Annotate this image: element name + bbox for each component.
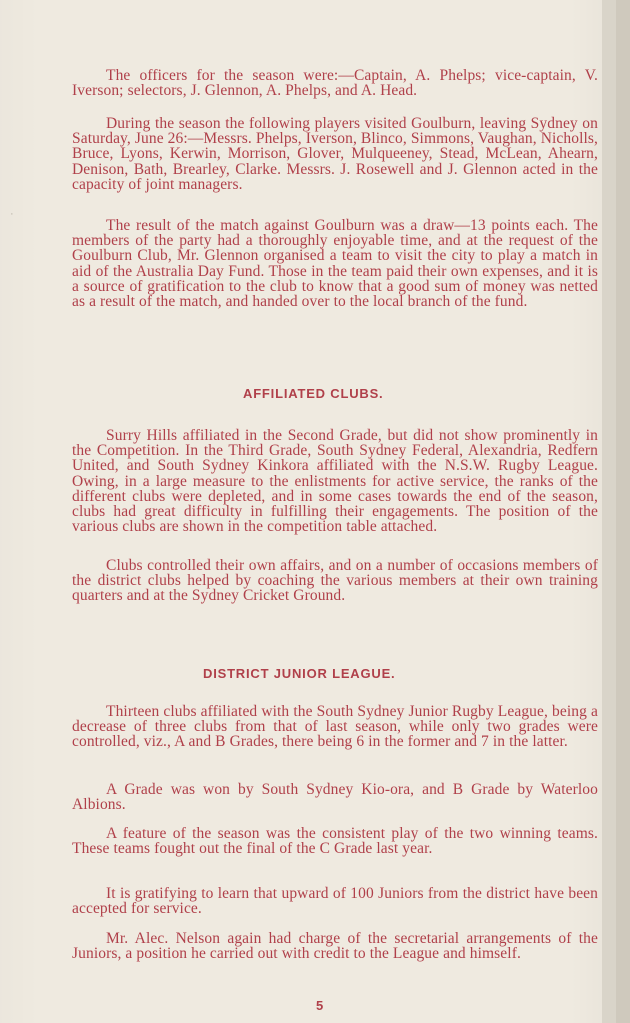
heading-district-junior-league: DISTRICT JUNIOR LEAGUE. bbox=[203, 666, 396, 681]
junior-league-feature bbox=[72, 826, 598, 856]
paragraph: The officers for the season were:—Captain, A. Phelps; vice-captain, V. Iverson; selectors, J. Glennon, A. Phelps, and A. Head. bbox=[72, 67, 598, 100]
junior-league-winners bbox=[72, 782, 598, 812]
page-number: 5 bbox=[316, 998, 324, 1013]
margin-mark: · bbox=[10, 208, 14, 220]
paragraph: A feature of the season was the consistent play of the two winning teams. These teams fought out the final of the C Grade last year. bbox=[72, 825, 598, 858]
affiliated-clubs-text bbox=[72, 428, 598, 534]
paragraph: Thirteen clubs affiliated with the South Sydney Junior Rugby League, being a decrease of three clubs from that of last season, while only two grades were controlled, viz., A and B Grades, there being 6 in the former and 7 in the latter. bbox=[72, 703, 598, 751]
affiliated-clubs-coaching bbox=[72, 558, 598, 604]
intro-goulburn-result bbox=[72, 218, 598, 309]
paragraph: Clubs controlled their own affairs, and on a number of occasions members of the district clubs helped by coaching the various members at their own training quarters and at the Sydney Cricket Ground. bbox=[72, 557, 598, 605]
paragraph: Mr. Alec. Nelson again had charge of the secretarial arrangements of the Juniors, a position he carried out with credit to the League and himself. bbox=[72, 930, 598, 963]
page-edge bbox=[602, 0, 616, 1023]
paragraph: During the season the following players visited Goulburn, leaving Sydney on Saturday, June 26:—Messrs. Phelps, Iverson, Blinco, Simmons, Vaughan, Nicholls, Bruce, Lyons, Kerwin, Morrison, Glover, Mulqueeney, Stead, McLean, Ahearn, Denison, Bath, Brearley, Clarke. Messrs. J. Rosewell and J. Glennon acted in the capacity of joint managers. bbox=[72, 115, 598, 193]
junior-league-secretary bbox=[72, 931, 598, 961]
paragraph: Surry Hills affiliated in the Second Grade, but did not show prominently in the Competition. In the Third Grade, South Sydney Federal, Alexandria, Redfern United, and South Sydney Kinkora affiliated with the N.S.W. Rugby League. Owing, in a large measure to the enlistments for active service, the ranks of the different clubs were depleted, and in some cases towards the end of the season, clubs had great difficulty in fulfilling their engagements. The position of the various clubs are shown in the competition table attached. bbox=[72, 427, 598, 536]
heading-affiliated-clubs: AFFILIATED CLUBS. bbox=[243, 386, 384, 401]
intro-goulburn-players bbox=[72, 116, 598, 192]
paragraph: It is gratifying to learn that upward of 100 Juniors from the district have been accepted for service. bbox=[72, 885, 598, 918]
paragraph: The result of the match against Goulburn was a draw—13 points each. The members of the party had a thoroughly enjoyable time, and at the request of the Goulburn Club, Mr. Glennon organised a team to visit the city to play a match in aid of the Australia Day Fund. Those in the team paid their own expenses, and it is a source of gratification to the club to know that a good sum of money was netted as a result of the match, and handed over to the local branch of the fund. bbox=[72, 217, 598, 311]
junior-league-service bbox=[72, 886, 598, 916]
junior-league-text bbox=[72, 704, 598, 750]
paragraph: A Grade was won by South Sydney Kio-ora, and B Grade by Waterloo Albions. bbox=[72, 781, 598, 814]
intro-officers bbox=[72, 68, 598, 98]
